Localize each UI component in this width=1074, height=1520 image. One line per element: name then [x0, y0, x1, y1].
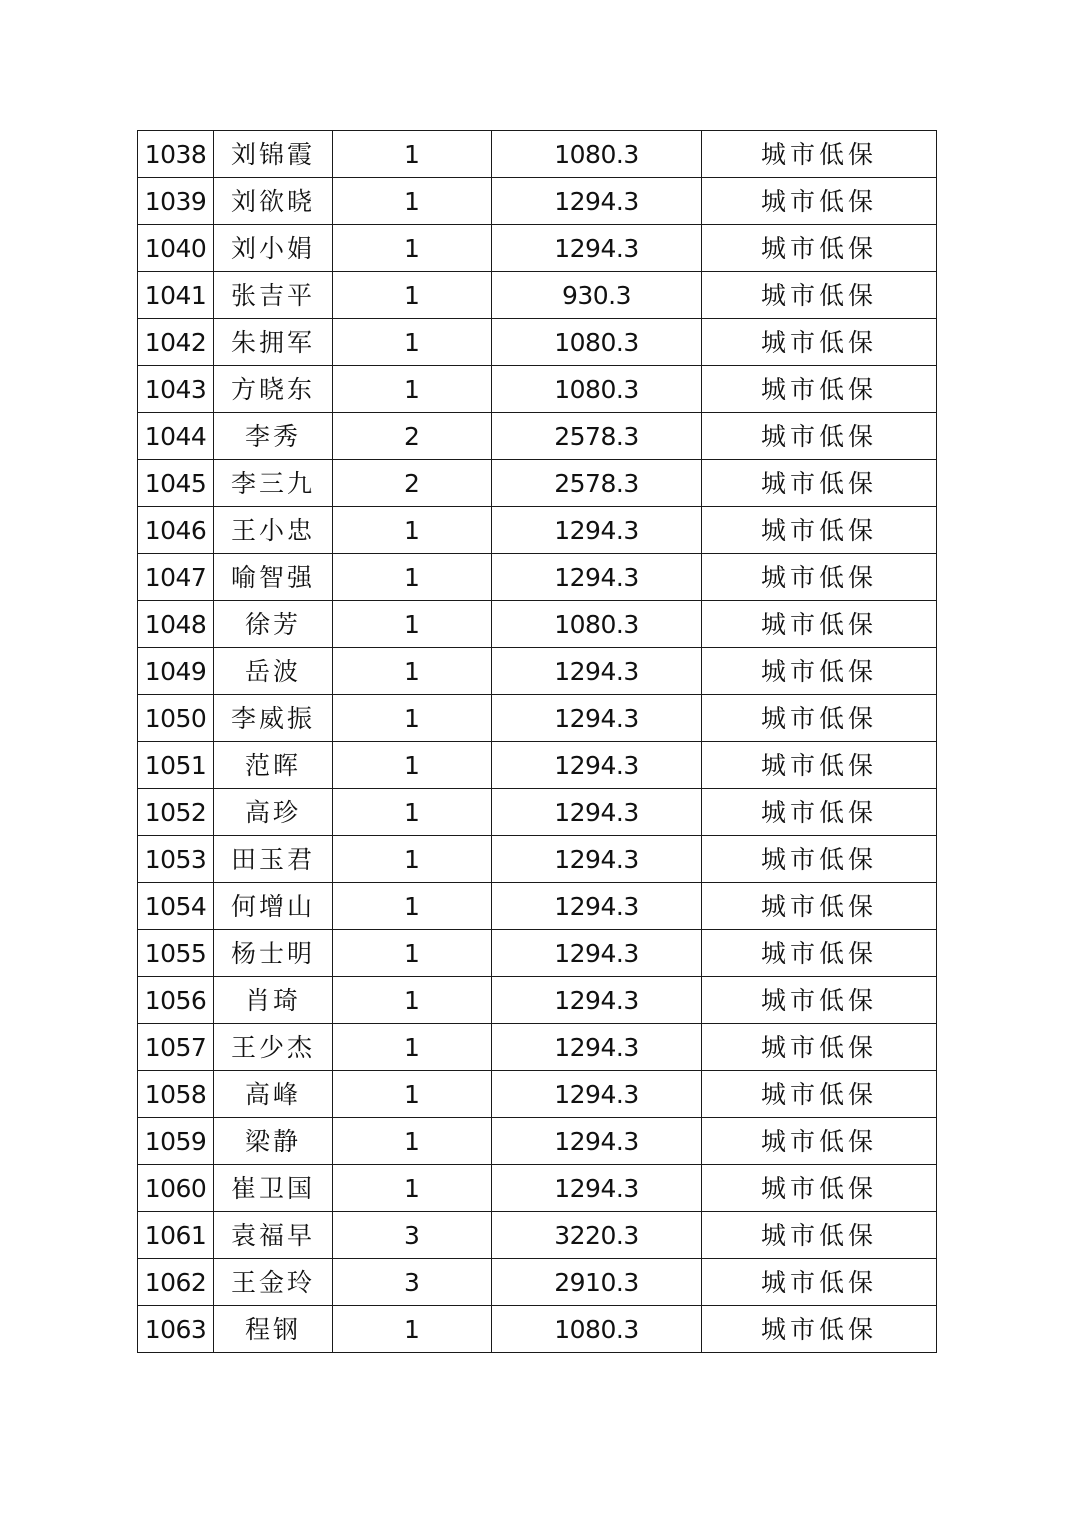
assistance-type-cell: 城市低保: [702, 319, 937, 366]
subsidy-amount-cell: 1294.3: [492, 178, 702, 225]
assistance-type-cell: 城市低保: [702, 366, 937, 413]
record-number-cell: 1053: [138, 836, 214, 883]
household-size-cell: 1: [333, 1306, 492, 1353]
table-row: [138, 319, 937, 366]
table-row: [138, 1071, 937, 1118]
table-row: [138, 507, 937, 554]
record-number-cell: 1051: [138, 742, 214, 789]
assistance-type-cell: 城市低保: [702, 930, 937, 977]
subsidy-amount-cell: 1294.3: [492, 695, 702, 742]
assistance-type-cell: 城市低保: [702, 977, 937, 1024]
assistance-type-cell: 城市低保: [702, 1212, 937, 1259]
record-number-cell: 1055: [138, 930, 214, 977]
assistance-type-cell: 城市低保: [702, 695, 937, 742]
recipient-name-cell: 刘欲晓: [214, 178, 333, 225]
table-row: [138, 1212, 937, 1259]
subsidy-amount-cell: 930.3: [492, 272, 702, 319]
table-row: [138, 272, 937, 319]
record-number-cell: 1049: [138, 648, 214, 695]
assistance-type-cell: 城市低保: [702, 1306, 937, 1353]
household-size-cell: 3: [333, 1259, 492, 1306]
subsidy-amount-cell: 1294.3: [492, 554, 702, 601]
table-row: [138, 1259, 937, 1306]
table-row: [138, 366, 937, 413]
subsidy-amount-cell: 1294.3: [492, 883, 702, 930]
record-number-cell: 1041: [138, 272, 214, 319]
table-row: [138, 977, 937, 1024]
recipient-name-cell: 梁静: [214, 1118, 333, 1165]
record-number-cell: 1043: [138, 366, 214, 413]
assistance-type-cell: 城市低保: [702, 601, 937, 648]
table-row: [138, 789, 937, 836]
subsidy-amount-cell: 1294.3: [492, 225, 702, 272]
subsidy-amount-cell: 2578.3: [492, 460, 702, 507]
table-row: [138, 413, 937, 460]
table-body: [138, 131, 937, 1353]
household-size-cell: 1: [333, 366, 492, 413]
household-size-cell: 1: [333, 883, 492, 930]
recipient-name-cell: 张吉平: [214, 272, 333, 319]
table-row: [138, 836, 937, 883]
assistance-type-cell: 城市低保: [702, 836, 937, 883]
assistance-type-cell: 城市低保: [702, 225, 937, 272]
subsidy-amount-cell: 1080.3: [492, 131, 702, 178]
record-number-cell: 1045: [138, 460, 214, 507]
assistance-type-cell: 城市低保: [702, 789, 937, 836]
subsidy-amount-cell: 1294.3: [492, 977, 702, 1024]
recipient-name-cell: 何增山: [214, 883, 333, 930]
table-row: [138, 883, 937, 930]
assistance-type-cell: 城市低保: [702, 1165, 937, 1212]
household-size-cell: 1: [333, 225, 492, 272]
subsidy-amount-cell: 3220.3: [492, 1212, 702, 1259]
subsidy-amount-cell: 1294.3: [492, 742, 702, 789]
household-size-cell: 1: [333, 1118, 492, 1165]
subsidy-amount-cell: 1080.3: [492, 601, 702, 648]
household-size-cell: 1: [333, 507, 492, 554]
record-number-cell: 1058: [138, 1071, 214, 1118]
record-number-cell: 1056: [138, 977, 214, 1024]
recipient-name-cell: 朱拥军: [214, 319, 333, 366]
household-size-cell: 1: [333, 1024, 492, 1071]
record-number-cell: 1057: [138, 1024, 214, 1071]
table-row: [138, 1118, 937, 1165]
subsidy-amount-cell: 1294.3: [492, 648, 702, 695]
recipient-name-cell: 高珍: [214, 789, 333, 836]
record-number-cell: 1048: [138, 601, 214, 648]
table-row: [138, 554, 937, 601]
household-size-cell: 1: [333, 178, 492, 225]
household-size-cell: 1: [333, 789, 492, 836]
recipient-name-cell: 崔卫国: [214, 1165, 333, 1212]
record-number-cell: 1059: [138, 1118, 214, 1165]
table-row: [138, 178, 937, 225]
subsidy-amount-cell: 2578.3: [492, 413, 702, 460]
subsidy-amount-cell: 1294.3: [492, 1118, 702, 1165]
record-number-cell: 1050: [138, 695, 214, 742]
household-size-cell: 1: [333, 1165, 492, 1212]
record-number-cell: 1062: [138, 1259, 214, 1306]
recipient-name-cell: 高峰: [214, 1071, 333, 1118]
assistance-type-cell: 城市低保: [702, 507, 937, 554]
assistance-type-cell: 城市低保: [702, 883, 937, 930]
record-number-cell: 1044: [138, 413, 214, 460]
assistance-type-cell: 城市低保: [702, 272, 937, 319]
recipient-name-cell: 岳波: [214, 648, 333, 695]
assistance-type-cell: 城市低保: [702, 1118, 937, 1165]
household-size-cell: 1: [333, 1071, 492, 1118]
assistance-type-cell: 城市低保: [702, 1071, 937, 1118]
assistance-type-cell: 城市低保: [702, 742, 937, 789]
assistance-type-cell: 城市低保: [702, 1259, 937, 1306]
subsidy-amount-cell: 1294.3: [492, 836, 702, 883]
table-row: [138, 1306, 937, 1353]
record-number-cell: 1063: [138, 1306, 214, 1353]
household-size-cell: 1: [333, 742, 492, 789]
household-size-cell: 1: [333, 272, 492, 319]
record-number-cell: 1038: [138, 131, 214, 178]
assistance-type-cell: 城市低保: [702, 554, 937, 601]
recipient-name-cell: 范晖: [214, 742, 333, 789]
household-size-cell: 1: [333, 131, 492, 178]
household-size-cell: 1: [333, 554, 492, 601]
recipient-name-cell: 李三九: [214, 460, 333, 507]
recipient-name-cell: 徐芳: [214, 601, 333, 648]
assistance-type-cell: 城市低保: [702, 460, 937, 507]
table-row: [138, 225, 937, 272]
subsidy-amount-cell: 1294.3: [492, 789, 702, 836]
household-size-cell: 1: [333, 836, 492, 883]
record-number-cell: 1040: [138, 225, 214, 272]
recipient-table: [137, 130, 937, 1353]
assistance-type-cell: 城市低保: [702, 131, 937, 178]
subsidy-amount-cell: 1294.3: [492, 930, 702, 977]
recipient-name-cell: 袁福早: [214, 1212, 333, 1259]
household-size-cell: 1: [333, 601, 492, 648]
subsidy-amount-cell: 1294.3: [492, 1071, 702, 1118]
record-number-cell: 1046: [138, 507, 214, 554]
household-size-cell: 2: [333, 460, 492, 507]
assistance-type-cell: 城市低保: [702, 413, 937, 460]
record-number-cell: 1047: [138, 554, 214, 601]
household-size-cell: 1: [333, 977, 492, 1024]
household-size-cell: 1: [333, 695, 492, 742]
recipient-name-cell: 王小忠: [214, 507, 333, 554]
table-row: [138, 1024, 937, 1071]
recipient-name-cell: 刘锦霞: [214, 131, 333, 178]
household-size-cell: 1: [333, 930, 492, 977]
recipient-name-cell: 刘小娟: [214, 225, 333, 272]
assistance-type-cell: 城市低保: [702, 648, 937, 695]
table-row: [138, 648, 937, 695]
recipient-name-cell: 李威振: [214, 695, 333, 742]
subsidy-amount-cell: 1080.3: [492, 366, 702, 413]
subsidy-amount-cell: 1294.3: [492, 1024, 702, 1071]
assistance-type-cell: 城市低保: [702, 1024, 937, 1071]
subsidy-amount-cell: 1080.3: [492, 319, 702, 366]
household-size-cell: 3: [333, 1212, 492, 1259]
record-number-cell: 1060: [138, 1165, 214, 1212]
table-row: [138, 930, 937, 977]
record-number-cell: 1052: [138, 789, 214, 836]
household-size-cell: 2: [333, 413, 492, 460]
assistance-type-cell: 城市低保: [702, 178, 937, 225]
recipient-name-cell: 程钢: [214, 1306, 333, 1353]
household-size-cell: 1: [333, 319, 492, 366]
subsidy-amount-cell: 1294.3: [492, 507, 702, 554]
recipient-name-cell: 李秀: [214, 413, 333, 460]
table-row: [138, 131, 937, 178]
record-number-cell: 1042: [138, 319, 214, 366]
subsidy-amount-cell: 1294.3: [492, 1165, 702, 1212]
table-row: [138, 460, 937, 507]
record-number-cell: 1061: [138, 1212, 214, 1259]
recipient-name-cell: 田玉君: [214, 836, 333, 883]
recipient-name-cell: 肖琦: [214, 977, 333, 1024]
household-size-cell: 1: [333, 648, 492, 695]
recipient-name-cell: 王金玲: [214, 1259, 333, 1306]
recipient-name-cell: 喻智强: [214, 554, 333, 601]
subsidy-amount-cell: 2910.3: [492, 1259, 702, 1306]
table-row: [138, 695, 937, 742]
table-row: [138, 1165, 937, 1212]
record-number-cell: 1054: [138, 883, 214, 930]
subsidy-amount-cell: 1080.3: [492, 1306, 702, 1353]
table-row: [138, 601, 937, 648]
recipient-name-cell: 王少杰: [214, 1024, 333, 1071]
recipient-name-cell: 方晓东: [214, 366, 333, 413]
table-row: [138, 742, 937, 789]
recipient-name-cell: 杨士明: [214, 930, 333, 977]
record-number-cell: 1039: [138, 178, 214, 225]
